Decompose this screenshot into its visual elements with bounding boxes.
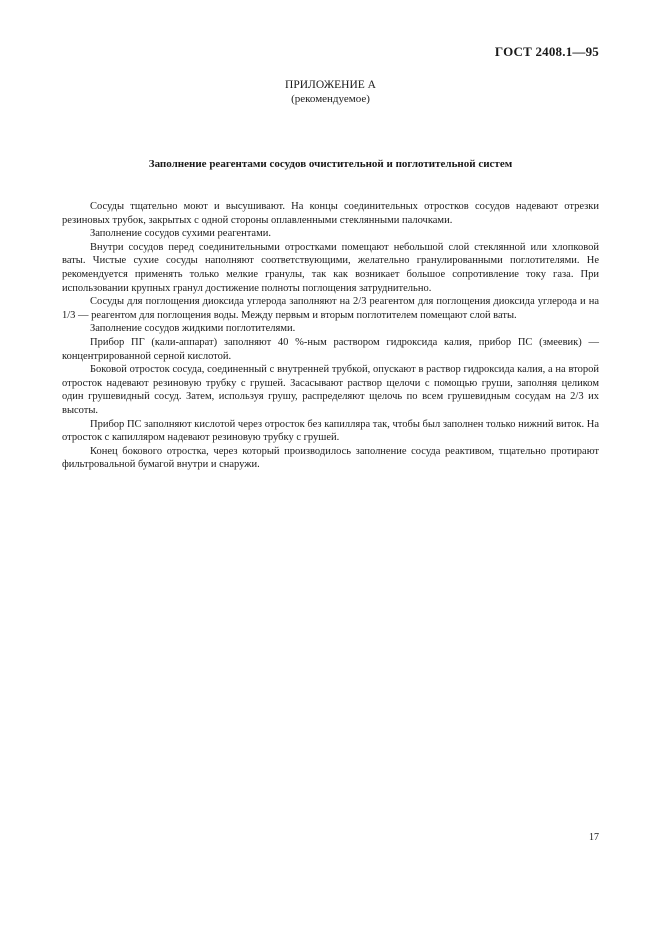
standard-code: ГОСТ 2408.1—95 — [494, 44, 599, 59]
body-text — [62, 200, 599, 472]
paragraph: Заполнение сосудов жидкими поглотителями. — [90, 323, 296, 335]
paragraph: Боковой отросток сосуда, соединенный с внутренней трубкой, опускают в раствор гидроксида калия, а на второй отросток надевают резиновую трубку с грушей. Засасывают раствор щелочи с помощью груши, заполняя целиком один грушевидный сосуд. Затем, используя грушу, распределяют щелочь по всем грушевидным сосудам на 2/3 их высоты. — [62, 364, 599, 416]
paragraph: Конец бокового отростка, через который производилось заполнение сосуда реактивом, тщательно протирают фильтровальной бумагой внутри и снаружи. — [62, 445, 599, 471]
paragraph: Сосуды тщательно моют и высушивают. На концы соединительных отростков сосудов надевают отрезки резиновых трубок, закрытых с одной стороны оплавленными стеклянными палочками. — [62, 201, 599, 226]
paragraph: Прибор ПГ (кали-аппарат) заполняют 40 %-ным раствором гидроксида калия, прибор ПС (змеевик) — концентрированной серной кислотой. — [62, 336, 599, 362]
paragraph: Заполнение сосудов сухими реагентами. — [90, 228, 271, 240]
section-title: Заполнение реагентами сосудов очистительной и поглотительной систем — [148, 158, 513, 170]
paragraph: Внутри сосудов перед соединительными отростками помещают небольшой слой стеклянной или хлопковой ваты. Чистые сухие сосуды наполняют соответствующими, желательно гранулированными поглотителями. Не рекомендуется применять только мелкие гранулы, так как возникает большое сопротивление току газа. При использовании крупных гранул достижение полноты поглощения затруднительно. — [62, 241, 599, 294]
appendix-subtitle: (рекомендуемое) — [291, 93, 370, 105]
paragraph: Сосуды для поглощения диоксида углерода заполняют на 2/3 реагентом для поглощения диоксида углерода и на 1/3 — реагентом для поглощения воды. Между первым и вторым поглотителем помещают слой ваты. — [62, 296, 599, 321]
paragraph: Прибор ПС заполняют кислотой через отросток без капилляра так, чтобы был заполнен только нижний виток. На отросток с капилляром надевают резиновую трубку с грушей. — [62, 418, 599, 444]
page-number: 17 — [589, 832, 599, 843]
appendix-title: ПРИЛОЖЕНИЕ А — [285, 79, 376, 91]
